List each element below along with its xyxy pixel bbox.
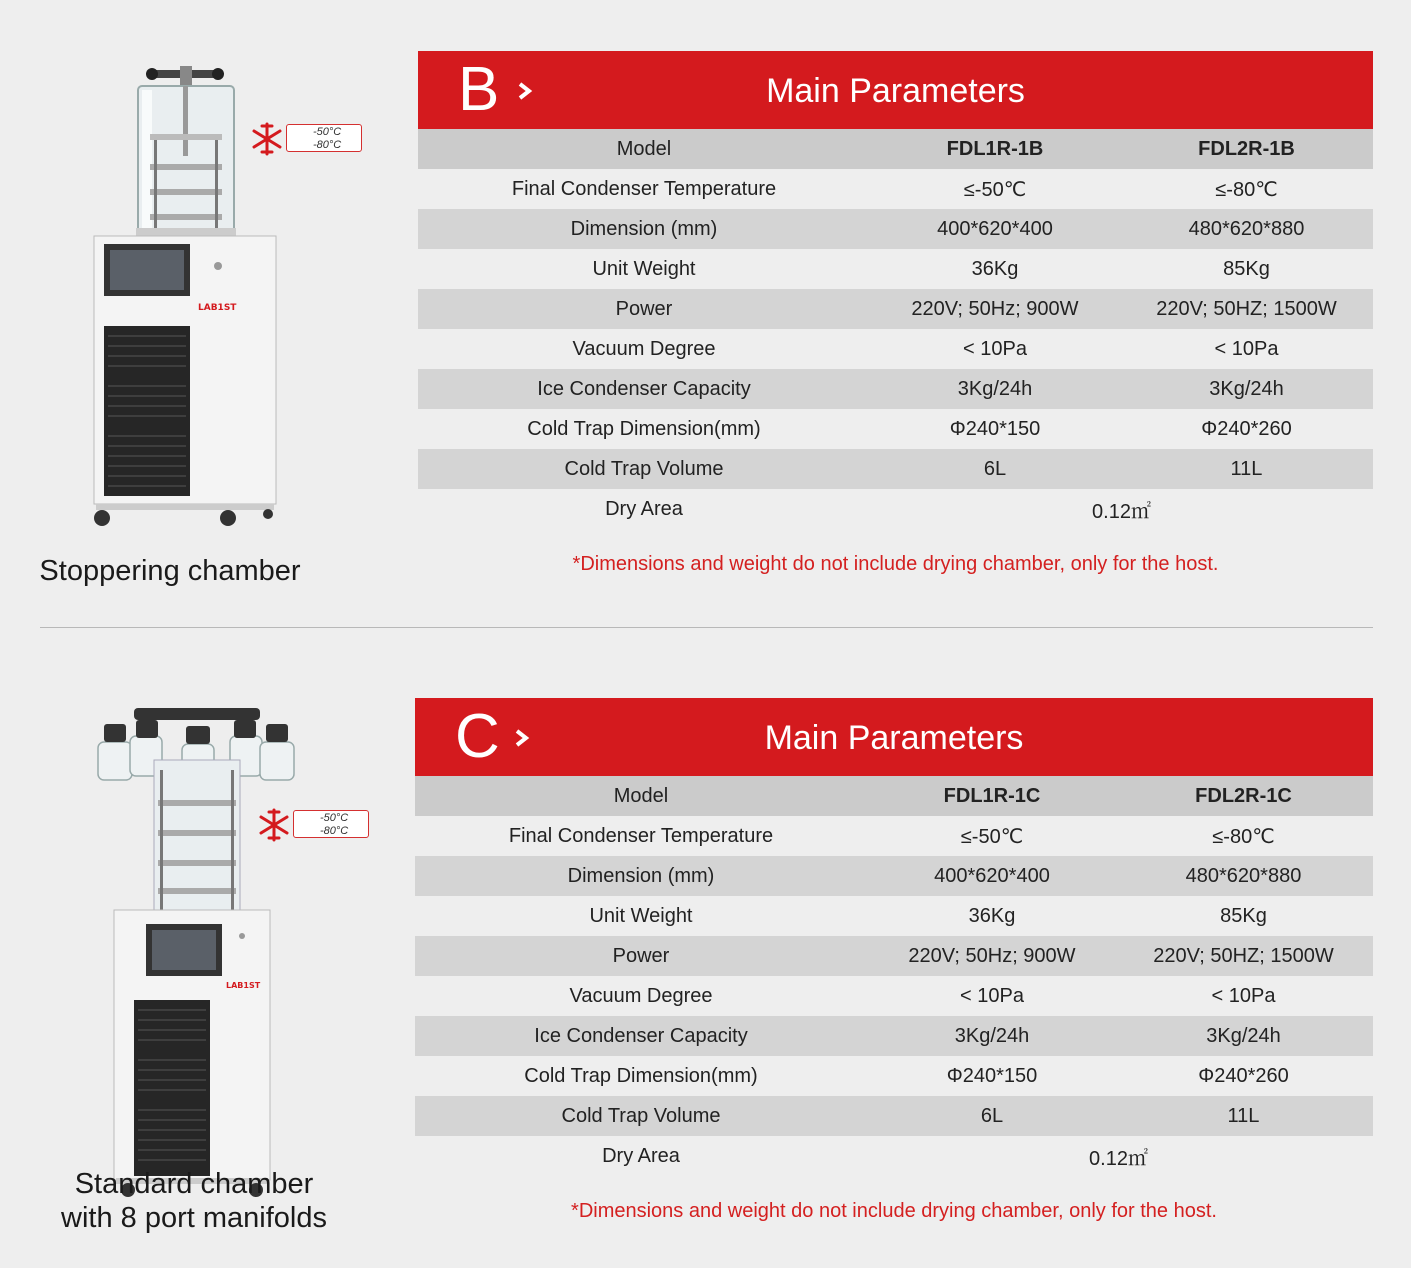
table-row (418, 249, 1373, 289)
table-row (415, 856, 1373, 896)
row-value-1: 6L (980, 1104, 1004, 1127)
table-row (415, 1016, 1373, 1056)
row-value-2: 3Kg/24h (1206, 1024, 1281, 1047)
row-label: Cold Trap Volume (561, 1104, 721, 1127)
row-value-2: < 10Pa (1214, 337, 1279, 360)
badge-line-1: -50°C (320, 812, 349, 824)
svg-text:LAB1ST: LAB1ST (198, 303, 237, 313)
table-row (418, 209, 1373, 249)
product-image-manifold (94, 700, 300, 1200)
snowflake-icon (247, 121, 287, 157)
row-value-1: 36Kg (968, 904, 1016, 927)
panel-header (415, 698, 1373, 776)
parameters-panel-b (418, 51, 1373, 576)
badge-line-2: -80°C (313, 139, 342, 151)
footnote: *Dimensions and weight do not include drying chamber, only for the host. (572, 553, 1219, 575)
row-label: Dimension (mm) (570, 217, 718, 240)
row-value-2: 220V; 50HZ; 1500W (1156, 297, 1337, 320)
caption-line-2: with 8 port manifolds (61, 1202, 327, 1234)
temperature-badge (286, 124, 362, 152)
row-value-1: Φ240*150 (946, 1064, 1038, 1087)
product-caption (20, 554, 320, 588)
row-label: Dimension (mm) (567, 864, 715, 887)
table-row (415, 976, 1373, 1016)
row-label: Unit Weight (589, 904, 693, 927)
row-label: Final Condenser Temperature (511, 177, 777, 200)
row-label: Cold Trap Dimension(mm) (524, 1064, 758, 1087)
header-label: Model (613, 784, 669, 807)
table-row (418, 369, 1373, 409)
row-value-1: 400*620*400 (934, 864, 1050, 887)
row-value-2: 480*620*880 (1185, 864, 1302, 887)
table-row (415, 1096, 1373, 1136)
row-value-2: ≤-80℃ (1212, 825, 1275, 848)
row-value-2: < 10Pa (1211, 984, 1276, 1007)
badge-line-2: -80°C (320, 825, 349, 837)
row-value-2: 480*620*880 (1188, 217, 1305, 240)
section-b (0, 0, 1411, 620)
temperature-badge (293, 810, 369, 838)
row-value-2: 11L (1227, 1104, 1260, 1127)
table-row (415, 1056, 1373, 1096)
row-value-2: 11L (1230, 457, 1263, 480)
header-label: Model (616, 137, 672, 160)
caption-line-1: Stoppering chamber (39, 555, 301, 587)
table-row (415, 896, 1373, 936)
table-row (418, 329, 1373, 369)
row-value-2: 3Kg/24h (1209, 377, 1284, 400)
row-value-merged: 0.12㎡ (1092, 500, 1151, 523)
row-value-1: ≤-50℃ (960, 825, 1024, 848)
footnote: *Dimensions and weight do not include drying chamber, only for the host. (571, 1200, 1217, 1222)
table-row (415, 816, 1373, 856)
row-value-1: ≤-50℃ (963, 178, 1027, 201)
row-value-1: 3Kg/24h (954, 1024, 1030, 1047)
table-header-row (418, 129, 1373, 169)
row-value-1: < 10Pa (960, 984, 1024, 1007)
header-model-1: FDL1R-1B (946, 137, 1044, 160)
product-caption (34, 1167, 354, 1235)
row-value-2: Φ240*260 (1201, 417, 1292, 440)
row-label: Final Condenser Temperature (508, 824, 774, 847)
panel-title: Main Parameters (766, 72, 1025, 110)
caption-line-1: Standard chamber (74, 1168, 314, 1200)
row-label: Power (615, 297, 673, 320)
parameters-panel-c (415, 698, 1373, 1223)
table-row (418, 289, 1373, 329)
row-value-2: ≤-80℃ (1215, 178, 1278, 201)
row-value-1: 3Kg/24h (957, 377, 1033, 400)
row-value-2: Φ240*260 (1198, 1064, 1289, 1087)
header-model-1: FDL1R-1C (943, 784, 1041, 807)
row-label: Dry Area (602, 1144, 680, 1167)
header-model-2: FDL2R-1B (1198, 137, 1295, 160)
row-label: Vacuum Degree (569, 984, 713, 1007)
section-letter: B (458, 55, 500, 124)
table-row (418, 169, 1373, 209)
row-value-merged: 0.12㎡ (1089, 1147, 1148, 1170)
row-label: Cold Trap Dimension(mm) (527, 417, 761, 440)
section-c (0, 646, 1411, 1266)
row-value-2: 220V; 50HZ; 1500W (1153, 944, 1334, 967)
table-row (415, 936, 1373, 976)
row-label: Ice Condenser Capacity (537, 377, 751, 400)
row-label: Unit Weight (592, 257, 696, 280)
row-value-1: < 10Pa (963, 337, 1027, 360)
freeze-dryer-manifold-illustration (94, 700, 300, 1200)
section-divider (40, 627, 1373, 628)
snowflake-icon (254, 807, 294, 843)
table-row-dry-area (415, 1136, 1373, 1176)
row-value-1: 6L (983, 457, 1007, 480)
row-label: Ice Condenser Capacity (534, 1024, 748, 1047)
row-value-1: 400*620*400 (937, 217, 1053, 240)
table-row (418, 409, 1373, 449)
table-header-row (415, 776, 1373, 816)
row-value-2: 85Kg (1220, 904, 1267, 927)
row-label: Power (612, 944, 670, 967)
row-value-1: 220V; 50Hz; 900W (908, 944, 1076, 967)
row-label: Dry Area (605, 497, 683, 520)
panel-title: Main Parameters (764, 719, 1024, 757)
row-value-2: 85Kg (1223, 257, 1270, 280)
badge-line-1: -50°C (313, 126, 342, 138)
row-value-1: 36Kg (971, 257, 1019, 280)
row-label: Cold Trap Volume (564, 457, 724, 480)
section-letter: C (455, 702, 500, 771)
panel-header (418, 51, 1373, 129)
row-value-1: 220V; 50Hz; 900W (911, 297, 1079, 320)
table-row-dry-area (418, 489, 1373, 529)
header-model-2: FDL2R-1C (1195, 784, 1292, 807)
row-value-1: Φ240*150 (949, 417, 1041, 440)
row-label: Vacuum Degree (572, 337, 716, 360)
table-row (418, 449, 1373, 489)
svg-text:LAB1ST: LAB1ST (226, 981, 261, 990)
